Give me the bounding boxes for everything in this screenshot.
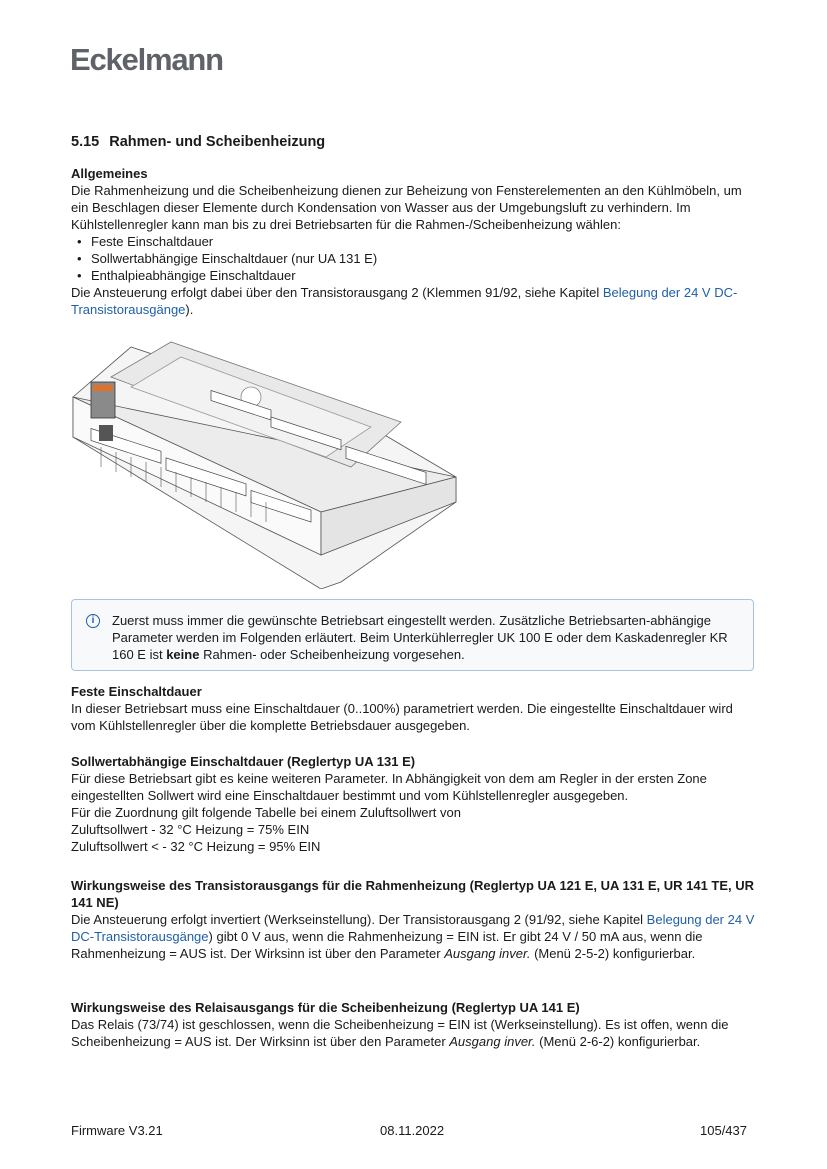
- transistor-section: [71, 877, 757, 962]
- fixed-text: In dieser Betriebsart muss eine Einschaltdauer (0..100%) parametriert werden. Die eingestellte Einschaltdauer wird vom Kühlstellenregler über die komplette Betriebsdauer ausgegeben.: [71, 701, 733, 733]
- relay-subtitle: Wirkungsweise des Relaisausgangs für die Scheibenheizung (Reglertyp UA 141 E): [71, 1000, 580, 1015]
- setpoint-subtitle: Sollwertabhängige Einschaltdauer (Reglertyp UA 131 E): [71, 754, 416, 769]
- transistor-outputs-link[interactable]: Belegung der 24 V DC-Transistorausgänge: [71, 912, 755, 944]
- section-heading: [71, 134, 325, 151]
- control-text: Die Ansteuerung erfolgt dabei über den Transistorausgang 2 (Klemmen 91/92, siehe Kapitel Belegung der 24 V DC-Transistorausgänge).: [71, 285, 738, 317]
- fixed-subtitle: Feste Einschaltdauer: [71, 684, 202, 699]
- general-text: Die Rahmenheizung und die Scheibenheizung dienen zur Beheizung von Fensterelementen an den Kühlmöbeln, um ein Beschlagen dieser Elemente durch Kondensation von Wasser aus der Umgebungsluft zu verhindern. Im Kühlstellenregler kann man bis zu drei Betriebsarten für die Rahmen-/Scheibenheizung wählen:: [71, 183, 742, 232]
- transistor-text: Die Ansteuerung erfolgt invertiert (Werkseinstellung). Der Transistorausgang 2 (91/92, siehe Kapitel Belegung der 24 V DC-Transistorausgänge) gibt 0 V aus, wenn die Rahmenheizung = EIN ist. Er gibt 24 V / 50 mA aus, wenn die Rahmenheizung = AUS ist. Der Wirksinn ist über den Parameter Ausgang inver. (Menü 2-5-2) konfigurierbar.: [71, 912, 755, 961]
- setpoint-line: Zuluftsollwert < - 32 °C Heizung = 95% EIN: [71, 839, 321, 854]
- footer-page: 105/437: [700, 1123, 747, 1138]
- footer-firmware: Firmware V3.21: [71, 1123, 163, 1138]
- relay-text: Das Relais (73/74) ist geschlossen, wenn die Scheibenheizung = EIN ist (Werkseinstellung). Es ist offen, wenn die Scheibenheizung = AUS ist. Der Wirksinn ist über den Parameter Ausgang inver. (Menü 2-6-2) konfigurierbar.: [71, 1017, 729, 1049]
- list-item: • Feste Einschaltdauer: [71, 233, 757, 250]
- setpoint-section: [71, 753, 757, 855]
- list-item: • Enthalpieabhängige Einschaltdauer: [71, 267, 757, 284]
- section-number: 5.15: [71, 134, 100, 150]
- footer-date: 08.11.2022: [380, 1123, 445, 1138]
- info-note: [71, 599, 754, 671]
- transistor-outputs-link[interactable]: Belegung der 24 V DC-Transistorausgänge: [71, 285, 738, 317]
- general-section: [71, 165, 757, 318]
- relay-section: [71, 999, 757, 1050]
- mode-list: [71, 233, 757, 284]
- note-text: Zuerst muss immer die gewünschte Betriebsart eingestellt werden. Zusätzliche Betriebsarten-abhängige Parameter werden im Folgenden erläutert. Beim Unterkühlerregler UK 100 E oder dem Kaskadenregler KR 160 E ist keine Rahmen- oder Scheibenheizung vorgesehen.: [112, 613, 728, 662]
- transistor-subtitle: Wirkungsweise des Transistorausgangs für die Rahmenheizung (Reglertyp UA 121 E, UA 131 E, UR 141 TE, UR 141 NE): [71, 878, 755, 910]
- info-icon: i: [86, 614, 100, 628]
- section-title: Rahmen- und Scheibenheizung: [109, 134, 326, 150]
- controller-device-image: [71, 327, 461, 589]
- setpoint-line: Für die Zuordnung gilt folgende Tabelle bei einem Zuluftsollwert von: [71, 805, 461, 820]
- setpoint-line: Zuluftsollwert - 32 °C Heizung = 75% EIN: [71, 822, 310, 837]
- fixed-section: [71, 683, 757, 734]
- general-subtitle: Allgemeines: [71, 166, 148, 181]
- setpoint-text: Für diese Betriebsart gibt es keine weiteren Parameter. In Abhängigkeit von dem am Regler in der ersten Zone eingestellten Sollwert wird eine Einschaltdauer bestimmt und vom Kühlstellenregler ausgegeben.: [71, 771, 707, 803]
- company-logo: Eckelmann: [70, 42, 223, 77]
- list-item: • Sollwertabhängige Einschaltdauer (nur UA 131 E): [71, 250, 757, 267]
